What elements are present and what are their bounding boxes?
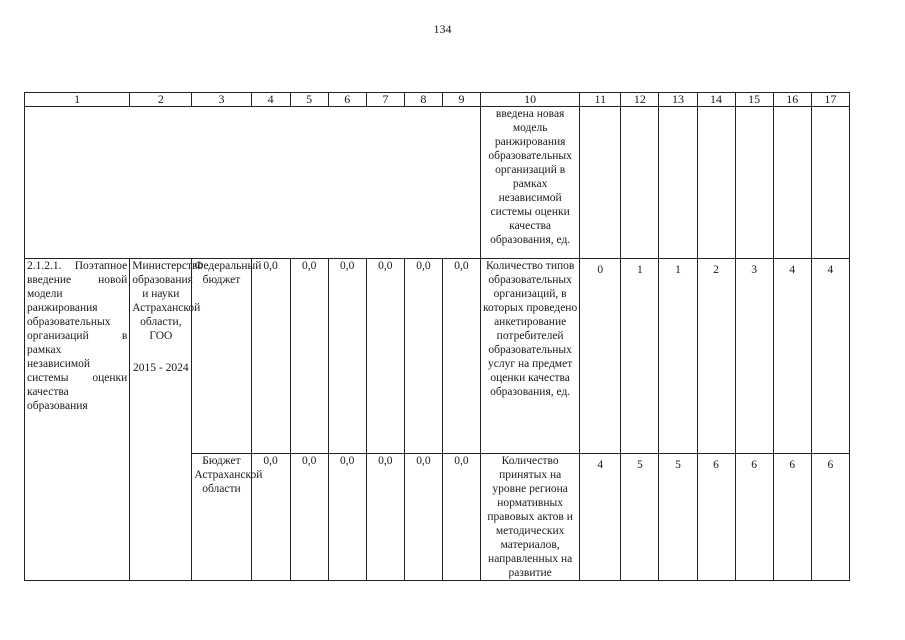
indicator-value: 6: [697, 454, 735, 581]
value-cell: [621, 107, 659, 259]
header-cell: 14: [697, 93, 735, 107]
value-cell: [697, 107, 735, 259]
value-cell: [735, 107, 773, 259]
indicator-value: 6: [773, 454, 811, 581]
header-cell: 16: [773, 93, 811, 107]
page-number: 134: [433, 22, 452, 36]
header-cell: 11: [580, 93, 621, 107]
measure-name: 2.1.2.1. Поэтапное введение новой модели ранжирования образовательных организаций в рамках независимой системы оценки качества образования: [25, 259, 130, 581]
funding-value: 0,0: [442, 259, 480, 454]
indicator-value: 6: [735, 454, 773, 581]
funding-value: 0,0: [290, 454, 328, 581]
value-cell: [811, 107, 849, 259]
indicator-value: 1: [659, 259, 697, 454]
continued-indicator: введена новая модель ранжирования образовательных организаций в рамках независимой системы оценки качества образования, ед.: [481, 107, 580, 259]
indicator-value: 0: [580, 259, 621, 454]
header-cell: 5: [290, 93, 328, 107]
funding-value: 0,0: [404, 454, 442, 581]
funding-source: Бюджет Астраханской области: [192, 454, 251, 581]
value-cell: [580, 107, 621, 259]
funding-source: Федеральный бюджет: [192, 259, 251, 454]
empty-continuation-cell: [25, 107, 481, 259]
funding-value: 0,0: [251, 454, 290, 581]
funding-value: 0,0: [366, 454, 404, 581]
header-cell: 9: [442, 93, 480, 107]
indicator-value: 5: [621, 454, 659, 581]
header-cell: 8: [404, 93, 442, 107]
program-table: [24, 92, 850, 581]
indicator-value: 5: [659, 454, 697, 581]
federal-budget-row: [25, 259, 850, 454]
funding-value: 0,0: [404, 259, 442, 454]
header-cell: 13: [659, 93, 697, 107]
indicator-value: 4: [773, 259, 811, 454]
indicator-value: 4: [580, 454, 621, 581]
funding-value: 0,0: [328, 259, 366, 454]
value-cell: [659, 107, 697, 259]
funding-value: 0,0: [442, 454, 480, 581]
header-row: [25, 93, 850, 107]
indicator-value: 4: [811, 259, 849, 454]
indicator-value: 1: [621, 259, 659, 454]
indicator-value: 6: [811, 454, 849, 581]
funding-value: 0,0: [251, 259, 290, 454]
header-cell: 6: [328, 93, 366, 107]
header-cell: 1: [25, 93, 130, 107]
period: 2015 - 2024: [133, 362, 189, 374]
header-cell: 2: [130, 93, 192, 107]
header-cell: 3: [192, 93, 251, 107]
header-cell: 4: [251, 93, 290, 107]
value-cell: [773, 107, 811, 259]
header-cell: 12: [621, 93, 659, 107]
funding-value: 0,0: [290, 259, 328, 454]
indicator-value: 3: [735, 259, 773, 454]
header-cell: 10: [481, 93, 580, 107]
header-cell: 17: [811, 93, 849, 107]
executor-cell: [130, 259, 204, 581]
header-cell: 15: [735, 93, 773, 107]
funding-value: 0,0: [328, 454, 366, 581]
funding-value: 0,0: [366, 259, 404, 454]
continued-row: [25, 107, 850, 259]
indicator-text: Количество типов образовательных организаций, в которых проведено анкетирование потребителей образовательных услуг на предмет оценки качества образования, ед.: [481, 259, 580, 454]
header-cell: 7: [366, 93, 404, 107]
executor: Министерство образования и науки Астраханской области, ГОО: [132, 260, 204, 342]
indicator-text: Количество принятых на уровне региона нормативных правовых актов и методических материалов, направленных на развитие: [481, 454, 580, 581]
indicator-value: 2: [697, 259, 735, 454]
